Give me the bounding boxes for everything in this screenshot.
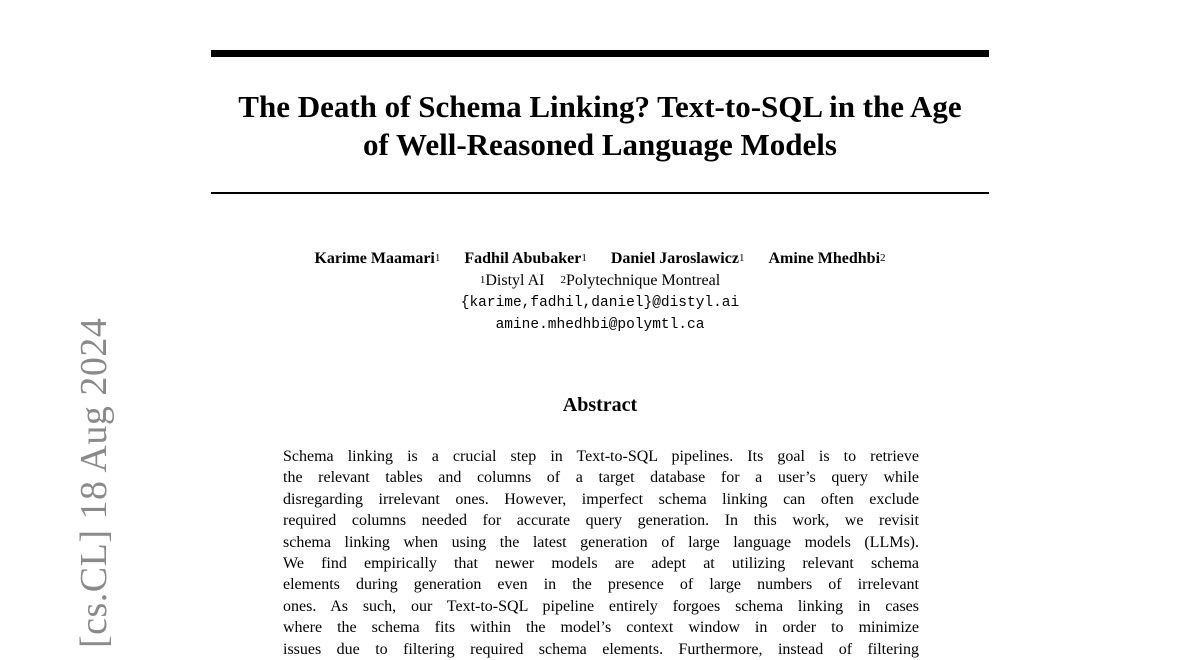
affiliation: $^1$Distyl AI — [479, 272, 545, 289]
abstract-line: We find empirically that newer models are adept at utilizing relevant schema — [283, 555, 919, 573]
author: Amine Mhedhbi$^2$ — [768, 250, 886, 267]
abstract-line: elements during generation even in the presence of large numbers of irrelevant — [283, 576, 919, 594]
author: Karime Maamari$^1$ — [314, 250, 441, 267]
abstract-line: where the schema fits within the model’s context window in order to minimize — [283, 619, 919, 637]
author-block — [211, 248, 989, 336]
paper-title-line-2: of Well-Reasoned Language Models — [363, 127, 837, 162]
author: Daniel Jaroslawicz$^1$ — [610, 250, 745, 267]
abstract-line: required columns needed for accurate query generation. In this work, we revisit — [283, 512, 919, 530]
arxiv-stamp-text: [cs.CL] 18 Aug 2024 — [73, 317, 115, 648]
author: Fadhil Abubaker$^1$ — [464, 250, 587, 267]
abstract-line: Schema linking is a crucial step in Text-to-SQL pipelines. Its goal is to retrieve — [283, 448, 919, 465]
affiliation: $^2$Polytechnique Montreal — [560, 272, 721, 289]
abstract-line: schema linking when using the latest generation of large language models (LLMs). — [283, 533, 919, 551]
abstract-line: the relevant tables and columns of a target database for a user’s query while — [283, 469, 919, 487]
abstract-body — [283, 446, 919, 658]
abstract-line: disregarding irrelevant ones. However, imperfect schema linking can often exclude — [283, 490, 919, 508]
affiliation-list — [211, 270, 989, 292]
title-top-rule — [211, 50, 989, 57]
email-address[interactable]: amine.mhedhbi@polymtl.ca — [495, 317, 705, 333]
abstract-heading: Abstract — [562, 394, 638, 416]
paper-title-line-1: The Death of Schema Linking? Text-to-SQL in the Age — [238, 89, 962, 124]
author-list — [211, 248, 989, 270]
paper-title — [190, 88, 1010, 164]
arxiv-sidebar-stamp — [22, 300, 115, 648]
email-address[interactable]: {karime,fadhil,daniel}@distyl.ai — [460, 295, 740, 311]
title-bottom-rule — [211, 192, 989, 194]
abstract-line: ones. As such, our Text-to-SQL pipeline entirely forgoes schema linking in cases — [283, 597, 919, 615]
abstract-line: issues due to filtering required schema elements. Furthermore, instead of filtering — [283, 640, 919, 658]
